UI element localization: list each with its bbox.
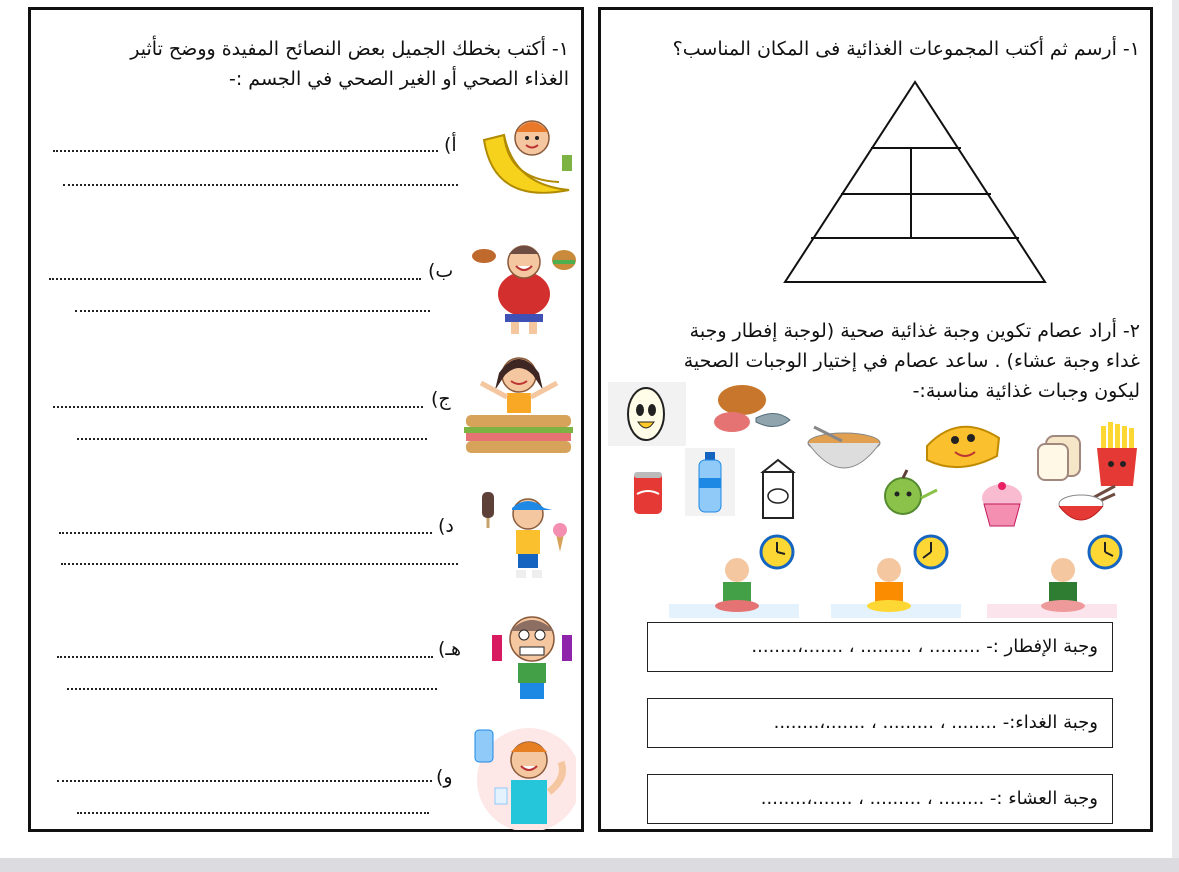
item-letter-b: ب) — [428, 260, 454, 282]
bread-icon — [1034, 430, 1086, 484]
dinner-scene — [659, 536, 809, 624]
meat-chicken-fish-icon — [706, 380, 794, 438]
lunch-answer-box[interactable]: وجبة الغداء:- ........ ، ......... ، .......،........ — [647, 698, 1113, 748]
breakfast-scene — [977, 536, 1125, 624]
cupcake-icon — [977, 480, 1027, 528]
page-bottom-edge — [0, 858, 1179, 872]
q1-text: ١- أرسم ثم أكتب المجموعات الغذائية فى المكان المناسب؟ — [672, 38, 1140, 60]
answer-line[interactable] — [53, 150, 438, 152]
q2-line3: ليكون وجبات غذائية مناسبة:- — [912, 380, 1140, 402]
milk-carton-icon — [753, 458, 803, 522]
cheese-icon — [919, 408, 1005, 476]
q2-line1: ٢- أراد عصام تكوين وجبة غذائية صحية (لوجبة إفطار وجبة — [689, 320, 1140, 342]
item-letter-e: هـ) — [438, 638, 461, 660]
answer-line[interactable] — [77, 438, 427, 440]
answer-line[interactable] — [75, 310, 430, 312]
answer-line[interactable] — [53, 406, 423, 408]
soup-bowl-icon — [804, 415, 884, 475]
answer-line[interactable] — [77, 812, 429, 814]
cola-can-icon — [631, 468, 665, 518]
answer-line[interactable] — [67, 688, 437, 690]
item-letter-f: و) — [436, 766, 453, 788]
boy-with-water-icon — [471, 722, 576, 830]
boy-with-banana-icon — [474, 110, 574, 202]
answer-line[interactable] — [49, 278, 421, 280]
answer-line[interactable] — [57, 656, 433, 658]
apple-icon — [871, 468, 941, 518]
meal-times-illustration — [659, 534, 1125, 626]
water-bottle-icon — [685, 448, 735, 516]
item-letter-a: أ) — [444, 134, 457, 156]
left-instruction-line1: ١- أكتب بخطك الجميل بعض النصائح المفيدة ووضح تأثير — [130, 38, 569, 60]
egg-icon — [608, 382, 686, 446]
left-panel — [28, 7, 584, 832]
girl-on-sandwich-icon — [461, 345, 576, 457]
dinner-answer-box[interactable]: وجبة العشاء :- ........ ، ......... ، .......،........ — [647, 774, 1113, 824]
answer-line[interactable] — [61, 563, 458, 565]
left-instruction-line2: الغذاء الصحي أو الغير الصحي في الجسم :- — [229, 68, 569, 90]
right-panel — [598, 7, 1153, 832]
answer-line[interactable] — [63, 184, 458, 186]
answer-line[interactable] — [57, 780, 432, 782]
answer-line[interactable] — [59, 532, 432, 534]
food-pyramid-diagram — [783, 78, 1048, 288]
item-letter-d: د) — [438, 515, 454, 537]
lunch-scene — [821, 536, 971, 624]
boy-with-ice-cream-icon — [476, 482, 571, 584]
boy-with-sweets-icon — [486, 605, 576, 705]
fries-icon — [1095, 422, 1139, 488]
q2-line2: غداء وجبة عشاء) . ساعد عصام في إختيار الوجبات الصحية — [683, 350, 1140, 372]
boy-with-burger-icon — [469, 234, 577, 340]
rice-bowl-icon — [1053, 484, 1117, 530]
item-letter-c: ج) — [431, 388, 451, 410]
breakfast-answer-box[interactable]: وجبة الإفطار :- ......... ، ......... ، .......،........ — [647, 622, 1113, 672]
